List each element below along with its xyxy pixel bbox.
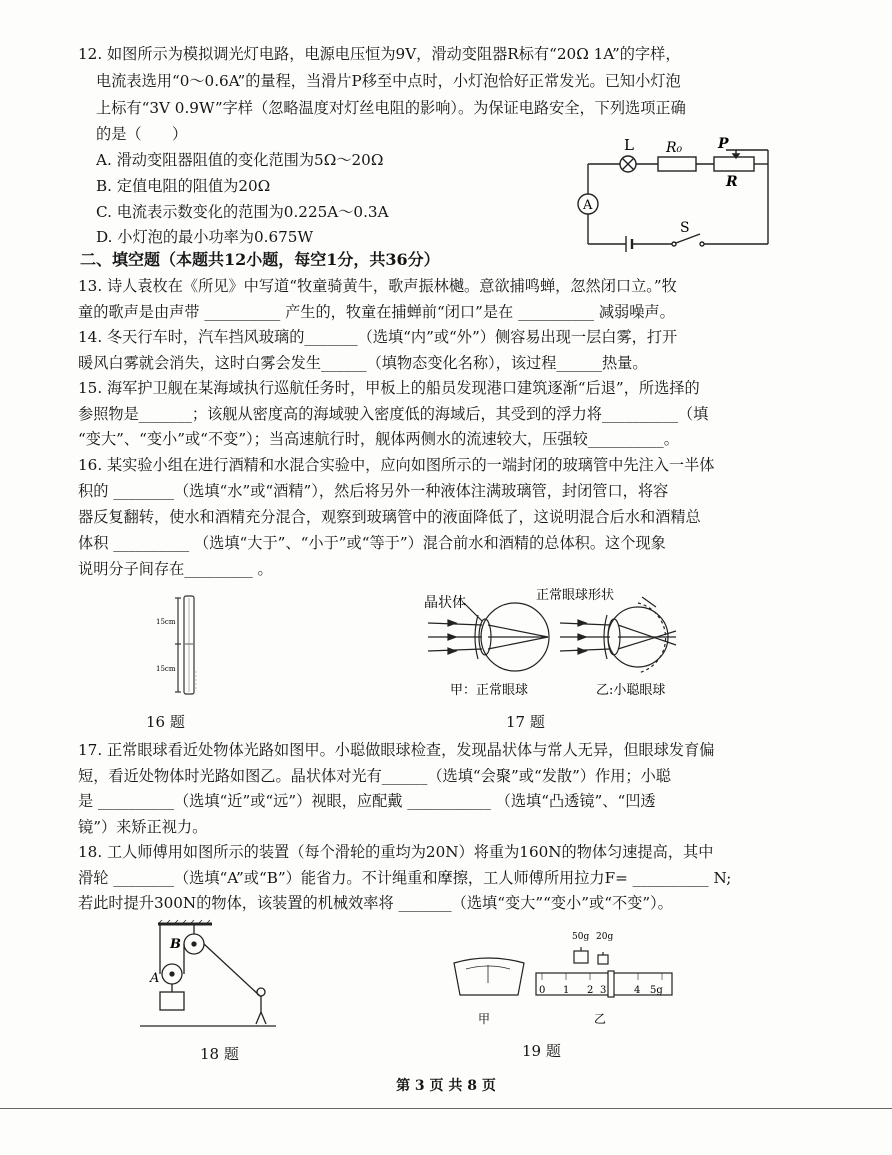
fig17-caption: 17 题 xyxy=(506,713,545,731)
fig19-label-b: 乙 xyxy=(594,1012,607,1026)
lamp-label: L xyxy=(624,136,634,154)
q18-line-3: 若此时提升300N的物体，该装置的机械效率将 _______（选填“变大”“变小”或“不变”）。 xyxy=(78,894,673,912)
rheostat-label: R xyxy=(726,174,738,190)
fig19-weight-20g: 20g xyxy=(596,932,614,942)
q12-option-c: C. 电流表示数变化的范围为0.225A～0.3A xyxy=(96,203,389,221)
q16-line-2: 积的 ________（选填“水”或“酒精”），然后将另外一种液体注满玻璃管，封闭管口，将容 xyxy=(78,482,669,500)
q15-line-2: 参照物是_______；该舰从密度高的海域驶入密度低的海域后，其受到的浮力将__________（填 xyxy=(78,405,709,423)
fig19-ruler-2: 2 xyxy=(587,985,594,996)
q16-line-4: 体积 __________ （选填“大于”、“小于”或“等于”）混合前水和酒精的总体积。这个现象 xyxy=(78,534,666,552)
fig16-bottom-length: 15cm xyxy=(156,665,176,673)
fig18-pulley xyxy=(140,918,280,1038)
q15-line-3: “变大”、“变小”或“不变”）；当高速航行时，舰体两侧水的流速较大，压强较__________。 xyxy=(78,430,679,448)
page-footer: 第 3 页 共 8 页 xyxy=(396,1078,496,1094)
q12-line-3: 上标有“3V 0.9W”字样（忽略温度对灯丝电阻的影响）。为保证电路安全，下列选项正确 xyxy=(96,99,686,117)
q18-line-2: 滑轮 ________（选填“A”或“B”）能省力。不计绳重和摩擦，工人师傅所用拉力F= __________ N; xyxy=(78,869,732,887)
q12-option-d: D. 小灯泡的最小功率为0.675W xyxy=(96,228,314,246)
fig17-label-a: 甲：正常眼球 xyxy=(450,683,529,698)
fig17-lens-label: 晶状体 xyxy=(424,595,466,611)
q14-line-2: 暖风白雾就会消失，这时白雾会发生______（填物态变化名称），该过程______热量。 xyxy=(78,354,648,372)
fig16-caption: 16 题 xyxy=(146,713,185,731)
page-bottom-rule xyxy=(0,1108,892,1109)
circuit-diagram xyxy=(568,132,778,256)
q14-line-1: 14. 冬天行车时，汽车挡风玻璃的_______（选填“内”或“外”）侧容易出现一层白雾，打开 xyxy=(78,328,678,346)
ammeter-label: A xyxy=(583,198,593,213)
slider-label: P xyxy=(718,136,729,152)
fig18-caption: 18 题 xyxy=(200,1045,239,1063)
fig16-tube xyxy=(150,592,210,702)
fig19-weight-50g: 50g xyxy=(572,932,590,942)
fig19-ruler-3: 3 xyxy=(600,985,607,996)
q13-line-2: 童的歌声是由声带 __________ 产生的，牧童在捕蝉前“闭口”是在 __________ 减弱噪声。 xyxy=(78,303,675,321)
section-heading: 二、填空题（本题共12小题，每空1分，共36分） xyxy=(80,250,440,269)
fig19-balance xyxy=(448,925,678,1030)
fig18-label-a: A xyxy=(150,971,160,986)
q15-line-1: 15. 海军护卫舰在某海域执行巡航任务时，甲板上的船员发现港口建筑逐渐“后退”，所选择的 xyxy=(78,379,700,397)
q12-option-a: A. 滑动变阻器阻值的变化范围为5Ω～20Ω xyxy=(96,151,384,169)
fig19-ruler-4: 4 xyxy=(634,985,641,996)
fig19-ruler-5: 5g xyxy=(650,985,663,996)
fig19-ruler-1: 1 xyxy=(563,985,570,996)
q12-line-1: 12. 如图所示为模拟调光灯电路，电源电压恒为9V，滑动变阻器R标有“20Ω 1A”的字样， xyxy=(78,45,681,63)
fig17-label-b: 乙:小聪眼球 xyxy=(596,683,666,698)
q16-line-3: 器反复翻转，使水和酒精充分混合，观察到玻璃管中的液面降低了，这说明混合后水和酒精总 xyxy=(78,508,701,526)
q17-line-4: 镜”）来矫正视力。 xyxy=(78,818,208,836)
fig18-label-b: B xyxy=(170,937,181,952)
fig16-top-length: 15cm xyxy=(156,618,176,626)
q17-line-3: 是 __________（选填“近”或“远”）视眼，应配戴 ___________ （选填“凸透镜”、“凹透 xyxy=(78,792,656,810)
switch-label: S xyxy=(680,220,690,236)
q12-line-2: 电流表选用“0～0.6A”的量程，当滑片P移至中点时，小灯泡恰好正常发光。已知小灯泡 xyxy=(96,72,681,90)
fig17-shape-label: 正常眼球形状 xyxy=(536,588,615,603)
q17-line-2: 短，看近处物体时光路如图乙。晶状体对光有______（选填“会聚”或“发散”）作用；小聪 xyxy=(78,767,671,785)
q13-line-1: 13. 诗人袁枚在《所见》中写道“牧童骑黄牛，歌声振林樾。意欲捕鸣蝉，忽然闭口立。”牧 xyxy=(78,277,677,295)
q16-line-5: 说明分子间存在_________ 。 xyxy=(78,560,273,578)
q17-line-1: 17. 正常眼球看近处物体光路如图甲。小聪做眼球检查，发现晶状体与常人无异，但眼球发育偏 xyxy=(78,741,715,759)
q16-line-1: 16. 某实验小组在进行酒精和水混合实验中，应向如图所示的一端封闭的玻璃管中先注入一半体 xyxy=(78,456,715,474)
fig19-ruler-0: 0 xyxy=(539,985,546,996)
q18-line-1: 18. 工人师傅用如图所示的装置（每个滑轮的重均为20N）将重为160N的物体匀速提高，其中 xyxy=(78,843,714,861)
q12-option-b: B. 定值电阻的阻值为20Ω xyxy=(96,177,271,195)
fig19-caption: 19 题 xyxy=(522,1042,561,1060)
q12-line-4: 的是（ ） xyxy=(96,125,188,143)
fig19-label-a: 甲 xyxy=(478,1012,491,1026)
fig17-eyes xyxy=(420,585,690,705)
resistor-label: R₀ xyxy=(666,140,683,156)
